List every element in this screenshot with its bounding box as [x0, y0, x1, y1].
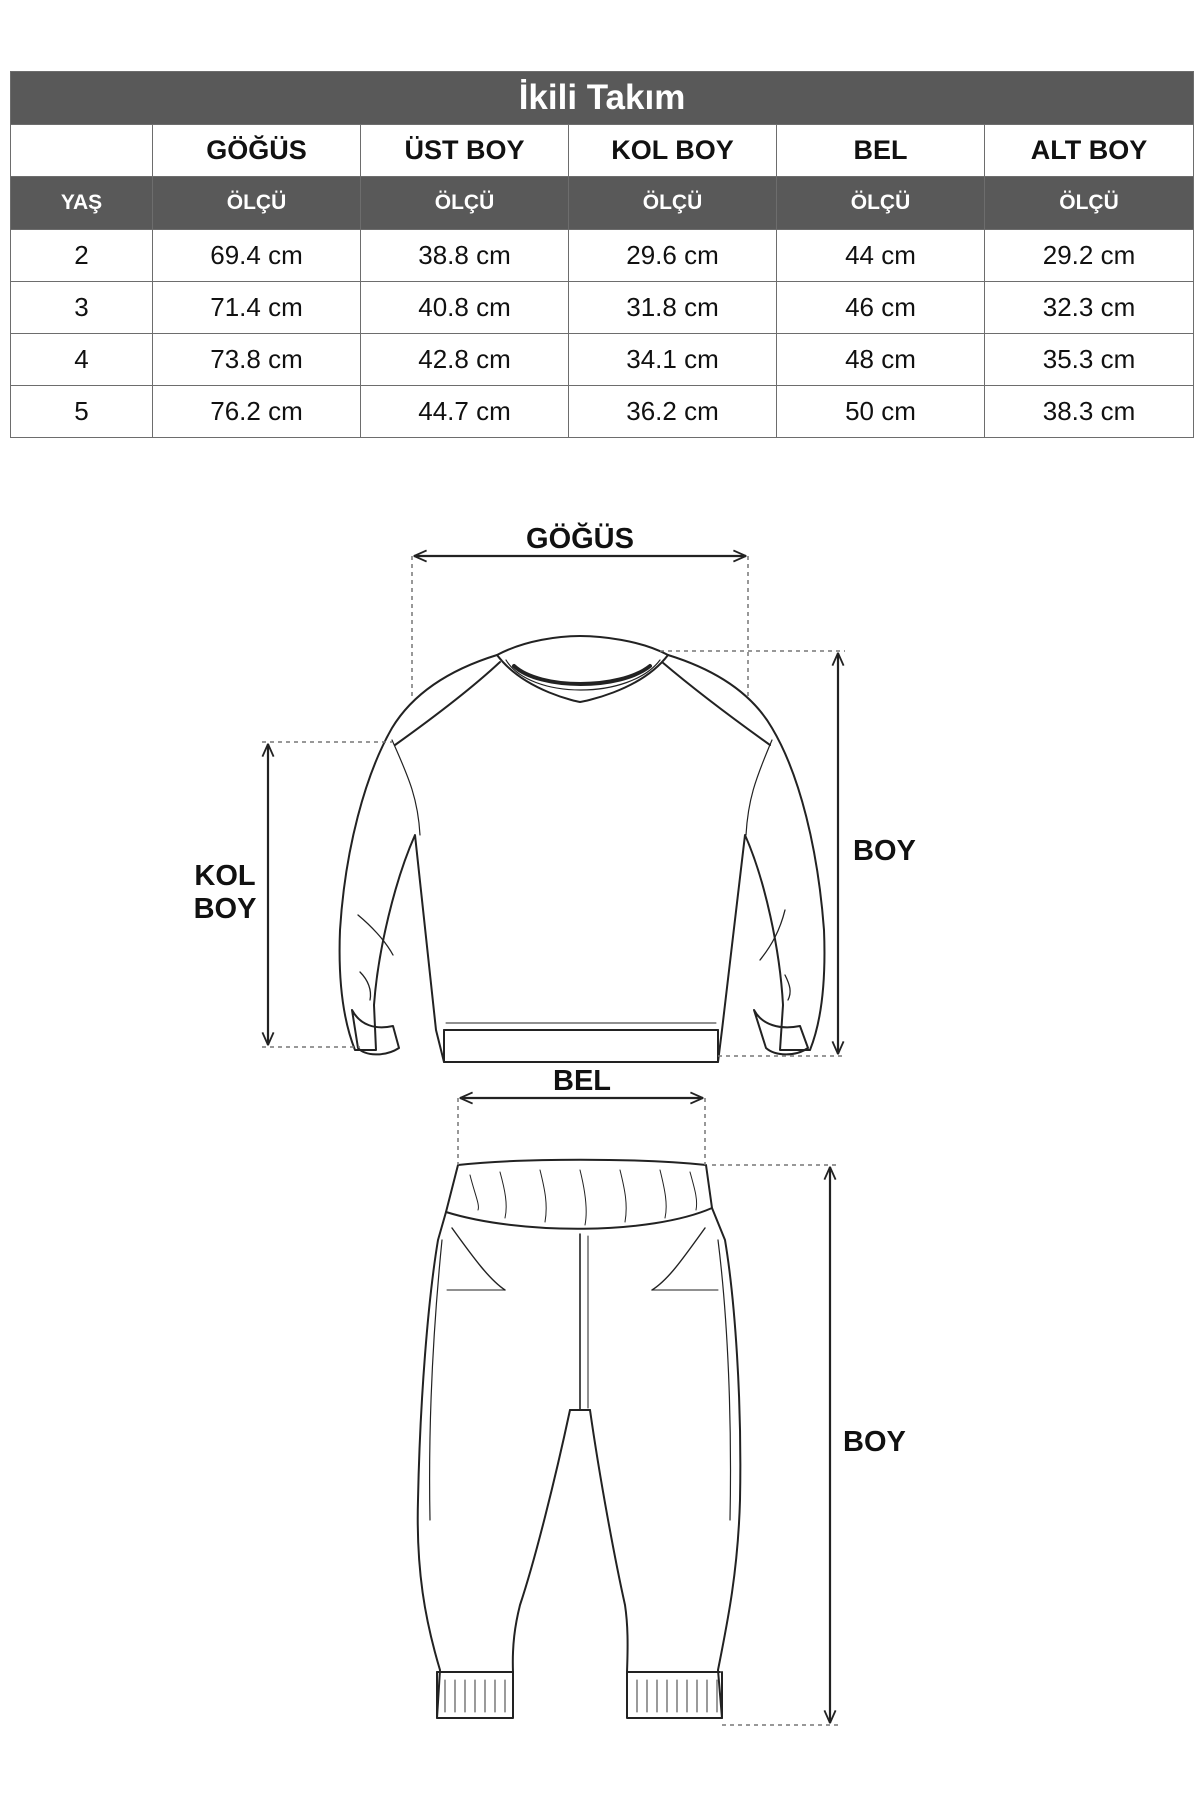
unit-header: ÖLÇÜ [569, 177, 777, 230]
unit-header: ÖLÇÜ [361, 177, 569, 230]
table-cell: 36.2 cm [569, 386, 777, 438]
table-cell: 44 cm [777, 230, 985, 282]
table-cell: 50 cm [777, 386, 985, 438]
column-header: BEL [777, 125, 985, 177]
sleeve-label-line2: BOY [193, 893, 257, 925]
table-cell: 69.4 cm [153, 230, 361, 282]
unit-header: ÖLÇÜ [777, 177, 985, 230]
table-title: İkili Takım [11, 72, 1194, 125]
table-cell: 31.8 cm [569, 282, 777, 334]
pants-drawing [418, 1160, 741, 1718]
table-cell: 44.7 cm [361, 386, 569, 438]
column-header: KOL BOY [569, 125, 777, 177]
table-cell: 73.8 cm [153, 334, 361, 386]
table-cell: 48 cm [777, 334, 985, 386]
waist-label: BEL [553, 1065, 611, 1097]
table-cell: 38.3 cm [985, 386, 1194, 438]
table-cell: 29.6 cm [569, 230, 777, 282]
sleeve-label-line1: KOL [194, 860, 256, 892]
table-cell: 29.2 cm [985, 230, 1194, 282]
top-length-label: BOY [853, 835, 916, 867]
column-header: ALT BOY [985, 125, 1194, 177]
age-cell: 4 [11, 334, 153, 386]
sweatshirt-drawing [340, 636, 825, 1062]
age-cell: 5 [11, 386, 153, 438]
bottom-length-label: BOY [843, 1426, 906, 1458]
column-header: GÖĞÜS [153, 125, 361, 177]
table-cell: 46 cm [777, 282, 985, 334]
table-cell: 76.2 cm [153, 386, 361, 438]
table-cell: 32.3 cm [985, 282, 1194, 334]
sleeve-length-dimension [194, 742, 392, 1047]
table-cell: 42.8 cm [361, 334, 569, 386]
table-cell: 34.1 cm [569, 334, 777, 386]
waist-dimension [458, 1065, 705, 1165]
unit-header: ÖLÇÜ [985, 177, 1194, 230]
column-header: ÜST BOY [361, 125, 569, 177]
chest-dimension [412, 521, 748, 700]
unit-header: YAŞ [11, 177, 153, 230]
age-cell: 3 [11, 282, 153, 334]
unit-header: ÖLÇÜ [153, 177, 361, 230]
top-length-dimension [660, 651, 916, 1056]
table-cell: 38.8 cm [361, 230, 569, 282]
age-cell: 2 [11, 230, 153, 282]
chest-label: GÖĞÜS [526, 523, 634, 555]
table-cell: 35.3 cm [985, 334, 1194, 386]
table-cell: 71.4 cm [153, 282, 361, 334]
table-cell: 40.8 cm [361, 282, 569, 334]
